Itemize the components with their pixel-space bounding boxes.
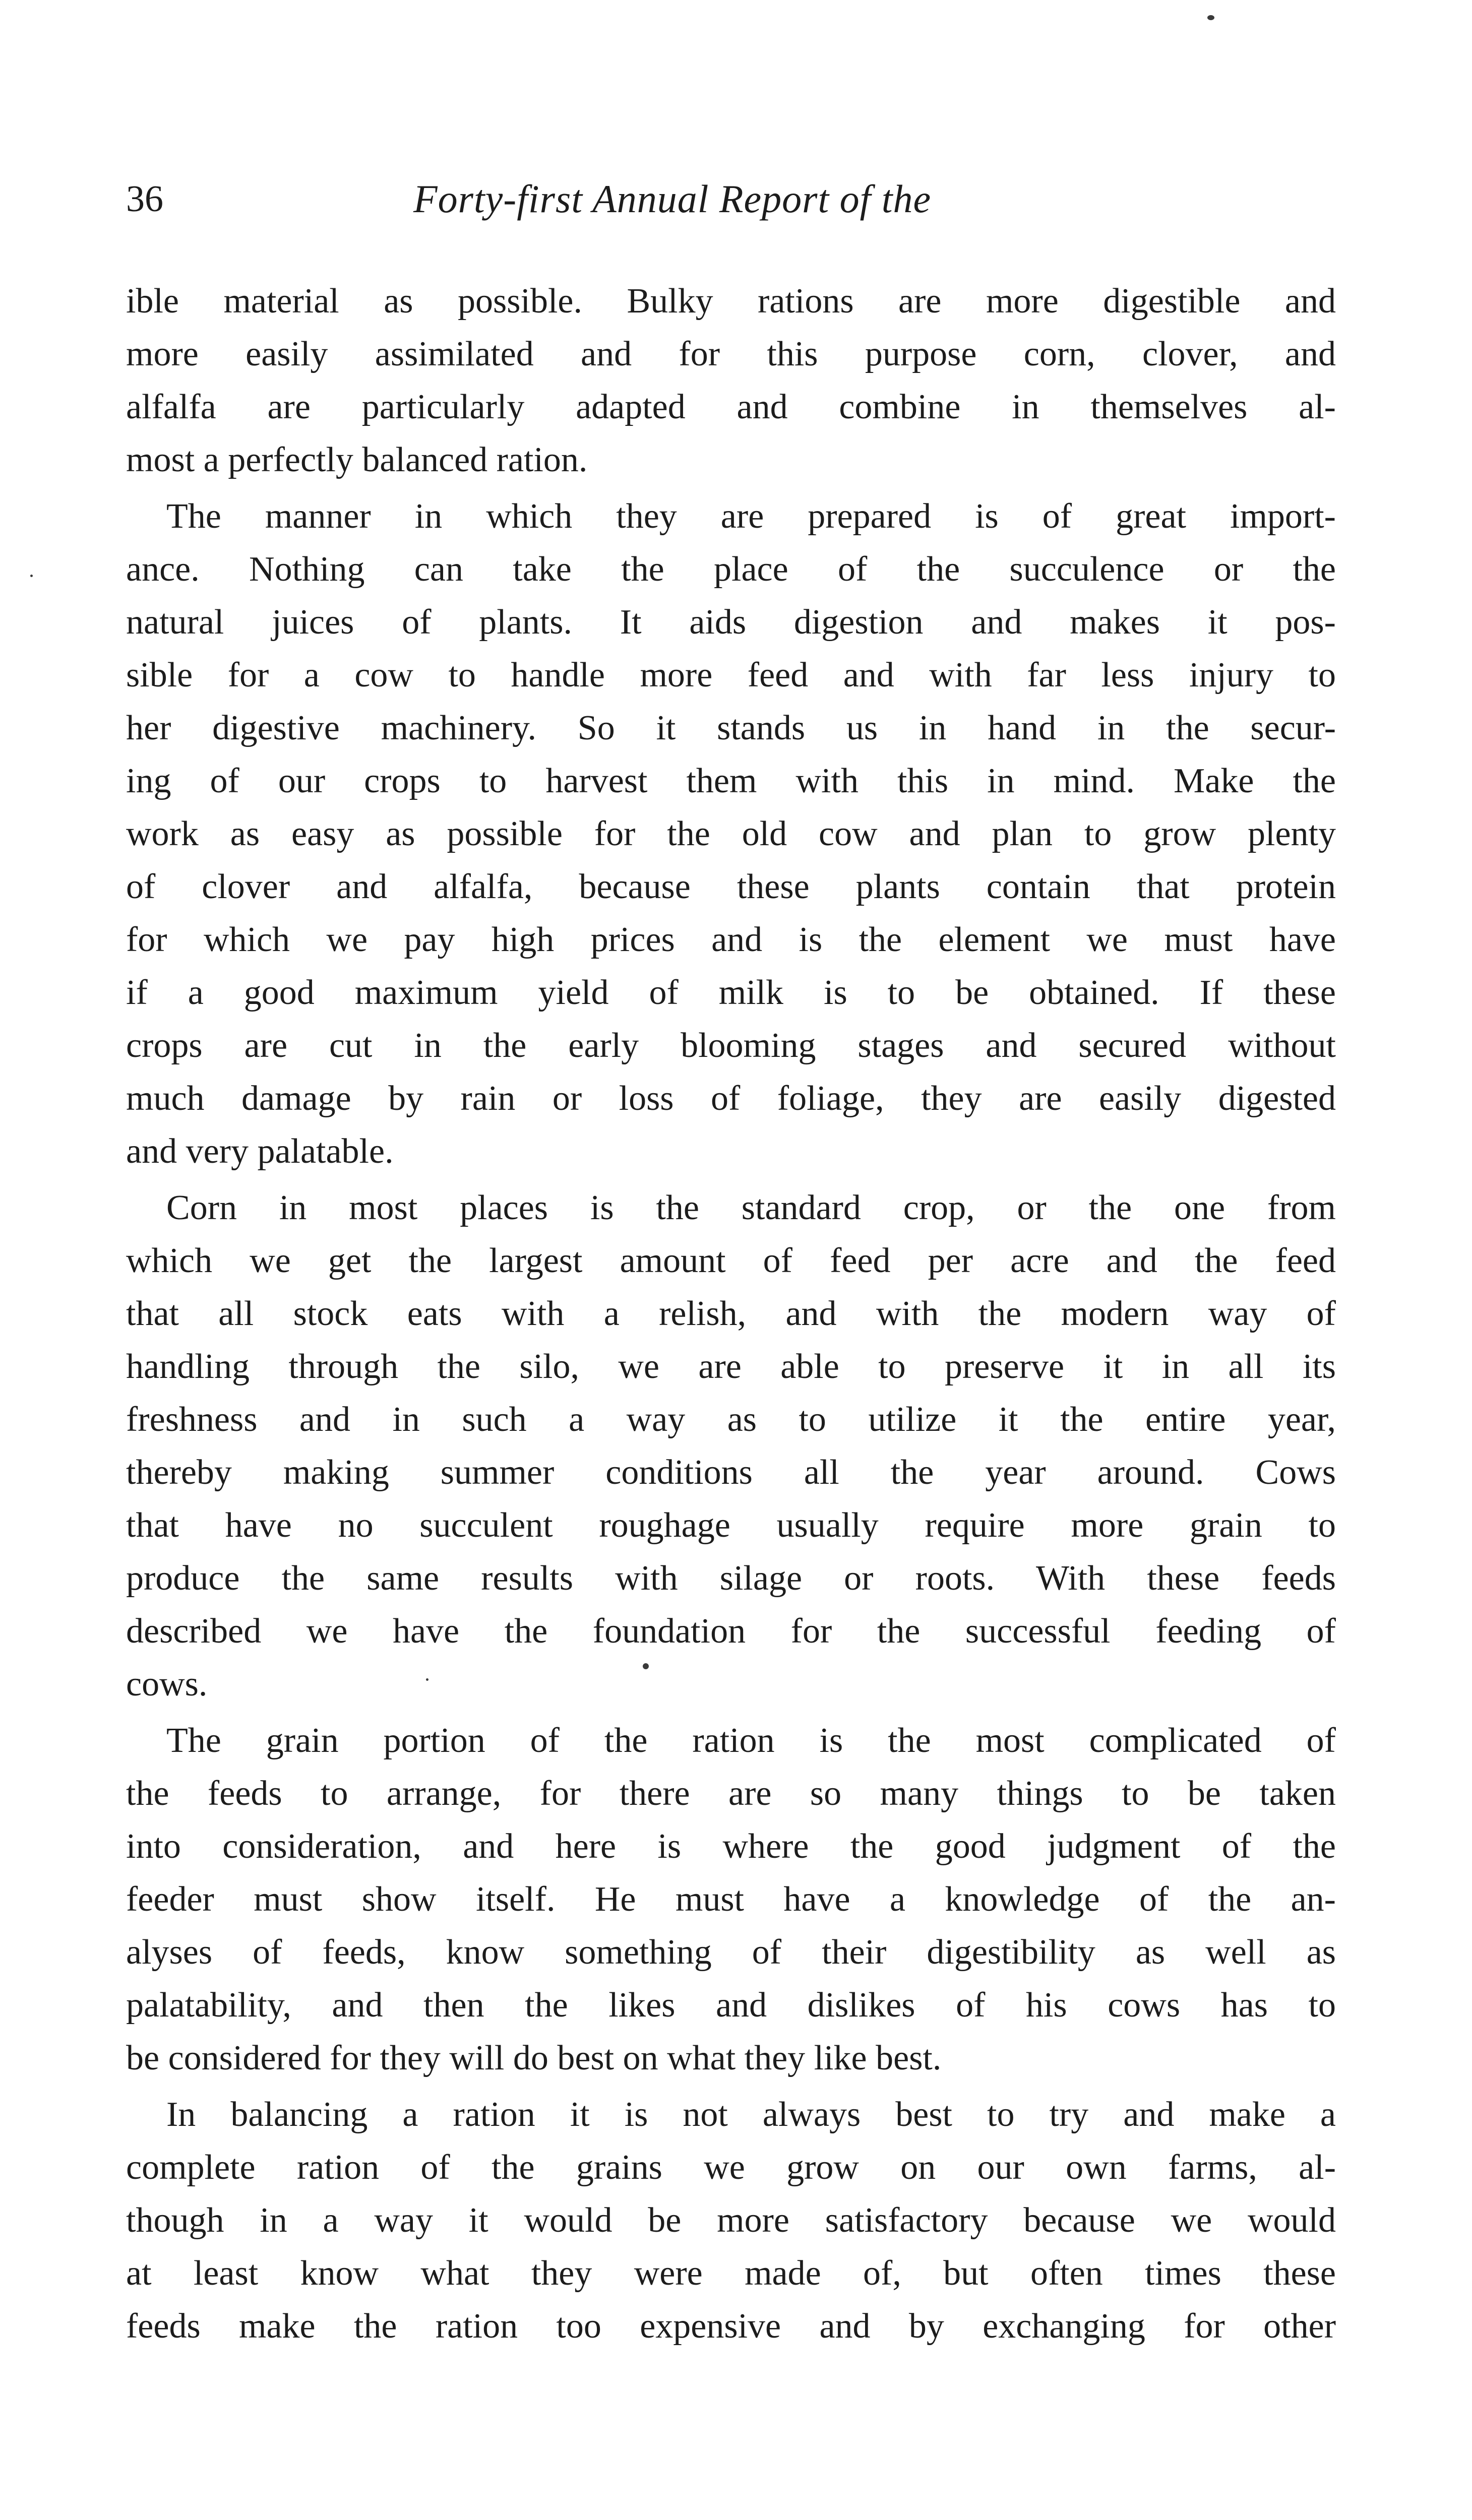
body-text [126, 275, 1336, 2353]
paragraph [126, 490, 1336, 1178]
running-head: Forty-first Annual Report of the [413, 177, 932, 221]
page-header [126, 171, 1336, 227]
text-line: In balancing a ration it is not always best to try and make a [166, 2095, 1336, 2134]
text-line: thereby making summer conditions all the year around. Cows [126, 1453, 1336, 1492]
text-line: natural juices of plants. It aids digestion and makes it pos- [126, 603, 1336, 642]
text-line: sible for a cow to handle more feed and with far less injury to [126, 656, 1336, 695]
text-line: be considered for they will do best on what they like best. [126, 2039, 942, 2077]
text-line: at least know what they were made of, but often times these [126, 2254, 1336, 2293]
text-line: if a good maximum yield of milk is to be obtained. If these [126, 973, 1336, 1012]
text-line: crops are cut in the early blooming stages and secured without [126, 1026, 1336, 1065]
text-line: her digestive machinery. So it stands us in hand in the secur- [126, 709, 1336, 747]
text-line: into consideration, and here is where the good judgment of the [126, 1827, 1336, 1866]
text-line: freshness and in such a way as to utilize it the entire year, [126, 1400, 1336, 1439]
text-line: alfalfa are particularly adapted and combine in themselves al- [126, 388, 1336, 426]
text-line: ance. Nothing can take the place of the succulence or the [126, 550, 1336, 589]
text-line: palatability, and then the likes and dislikes of his cows has to [126, 1986, 1336, 2025]
text-line: ing of our crops to harvest them with this in mind. Make the [126, 762, 1336, 800]
page-number: 36 [126, 178, 163, 220]
text-line: Corn in most places is the standard crop, or the one from [166, 1188, 1336, 1227]
text-line: work as easy as possible for the old cow and plan to grow plenty [126, 814, 1336, 853]
text-line: produce the same results with silage or roots. With these feeds [126, 1559, 1336, 1598]
text-line: The grain portion of the ration is the most complicated of [166, 1721, 1336, 1760]
text-line: cows. [126, 1665, 208, 1704]
text-line: the feeds to arrange, for there are so many things to be taken [126, 1774, 1336, 1813]
text-line: handling through the silo, we are able to preserve it in all its [126, 1347, 1336, 1386]
paragraph [126, 275, 1336, 486]
text-line: that all stock eats with a relish, and with the modern way of [126, 1294, 1336, 1333]
text-line: though in a way it would be more satisfactory because we would [126, 2201, 1336, 2240]
text-line: of clover and alfalfa, because these plants contain that protein [126, 867, 1336, 906]
paragraph [126, 1181, 1336, 1711]
text-line: feeder must show itself. He must have a knowledge of the an- [126, 1880, 1336, 1919]
scan-speck [643, 1663, 649, 1669]
text-line: for which we pay high prices and is the element we must have [126, 920, 1336, 959]
text-line: and very palatable. [126, 1132, 394, 1171]
text-line: feeds make the ration too expensive and by exchanging for other [126, 2307, 1336, 2346]
text-line: complete ration of the grains we grow on our own farms, al- [126, 2148, 1336, 2187]
paragraph [126, 1714, 1336, 2085]
text-line: ible material as possible. Bulky rations are more digestible and [126, 282, 1336, 321]
text-line: alyses of feeds, know something of their digestibility as well as [126, 1933, 1336, 1972]
text-line: described we have the foundation for the successful feeding of [126, 1612, 1336, 1651]
text-line: The manner in which they are prepared is of great import- [166, 497, 1336, 536]
paragraph [126, 2088, 1336, 2353]
text-line: more easily assimilated and for this purpose corn, clover, and [126, 335, 1336, 373]
scan-speck [426, 1678, 428, 1681]
text-line: much damage by rain or loss of foliage, they are easily digested [126, 1079, 1336, 1118]
text-line: that have no succulent roughage usually require more grain to [126, 1506, 1336, 1545]
text-line: most a perfectly balanced ration. [126, 440, 588, 479]
text-line: which we get the largest amount of feed per acre and the feed [126, 1241, 1336, 1280]
scan-speck [1207, 15, 1214, 20]
scan-speck [30, 575, 33, 577]
